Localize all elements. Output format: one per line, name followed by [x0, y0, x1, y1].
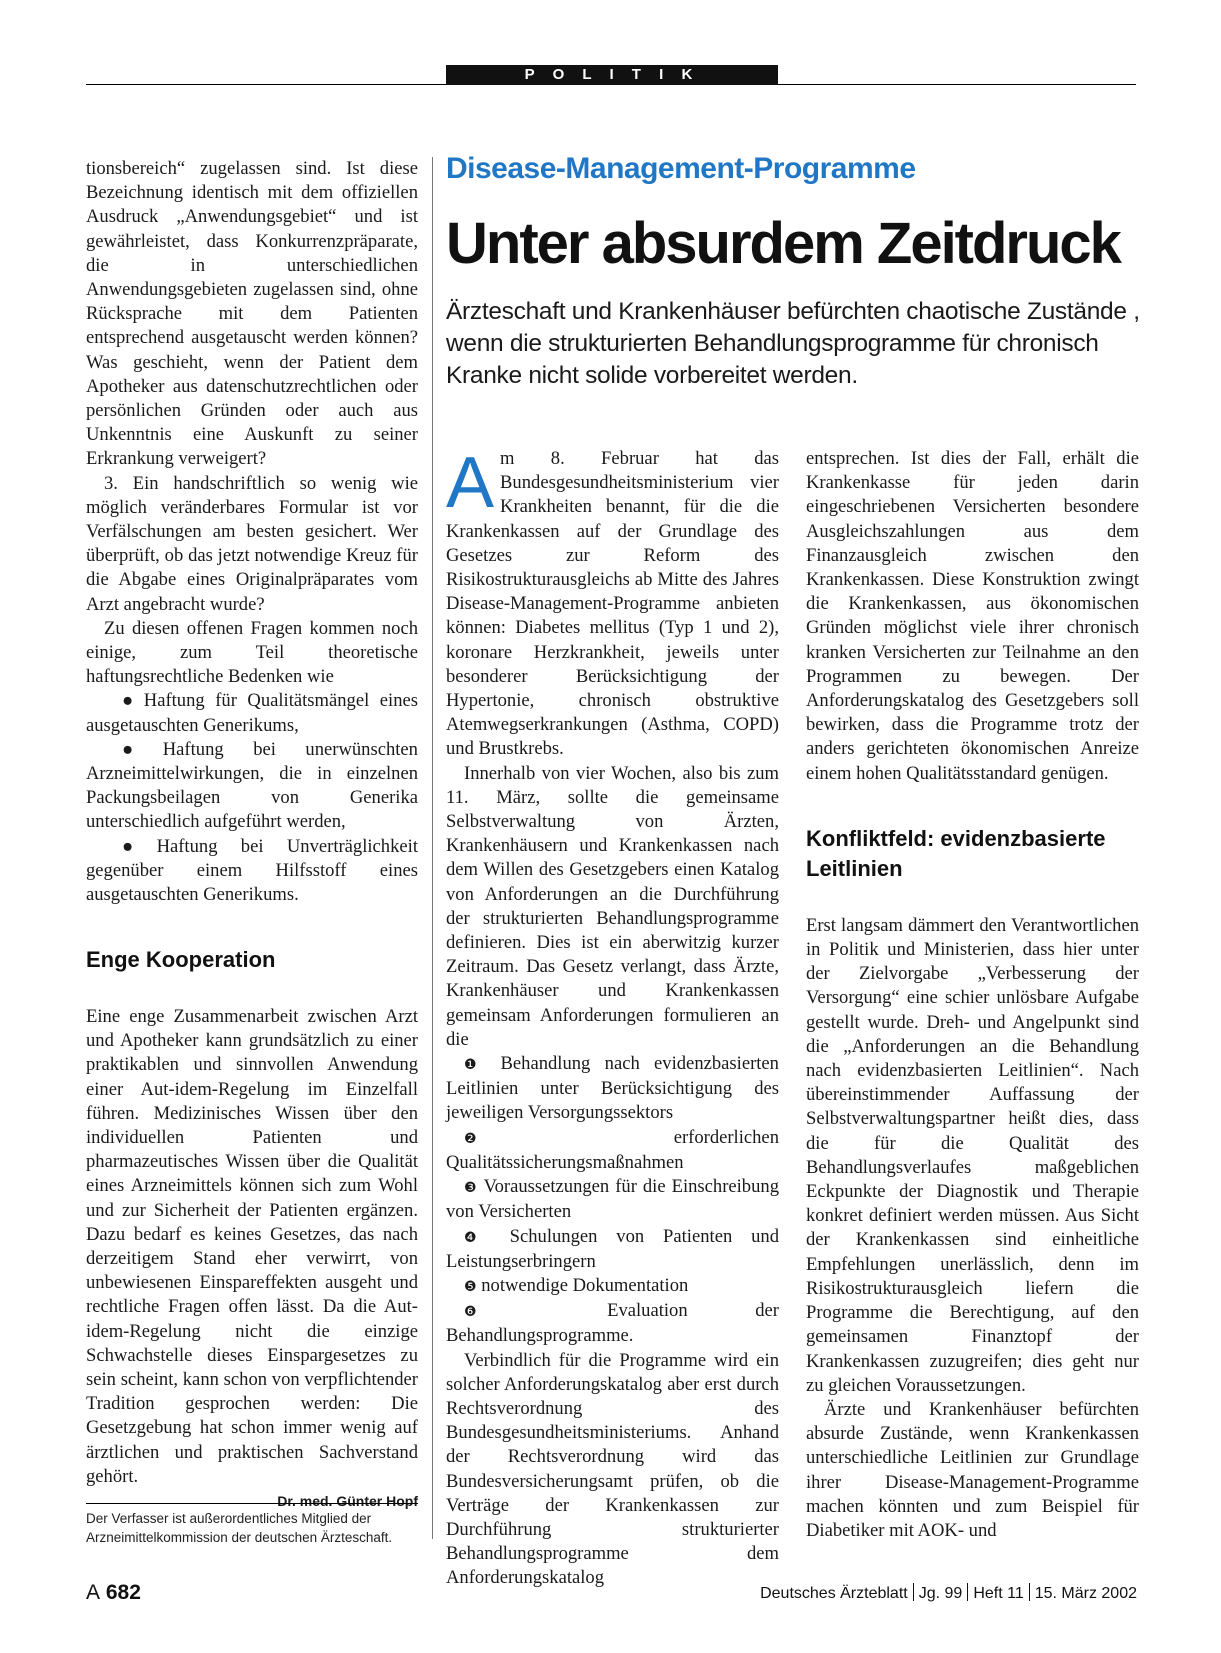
- right-paragraph-1: entsprechen. Ist dies der Fall, erhält die Krankenkasse für jeden darin eingeschriebenen Versicherten besondere Ausgleichszahlungen aus dem Finanzausgleich zwischen den Krankenkassen. Diese Konstruktion zwingt die Krankenkassen, aus ökonomischen Gründen möglichst viele ihrer chronisch kranken Versicherten zur Teilnahme an den Programmen zu bewegen. Der Anforderungskatalog des Gesetzgebers soll bewirken, dass die Programme trotz der anders gerichteten ökonomischen Anreize einem hohen Qualitätsstandard genügen.: [806, 448, 1139, 784]
- bullet-icon: ●: [122, 738, 134, 760]
- section-rubric: P O L I T I K: [446, 65, 778, 85]
- item-number-icon: ❻: [464, 1304, 540, 1321]
- left-paragraph-3: Zu diesen offenen Fragen kommen noch einige, zum Teil theoretische haftungsrechtliche Bedenken wie: [86, 617, 418, 688]
- middle-column: [446, 443, 779, 1591]
- numbered-item: [446, 1126, 779, 1175]
- item-number-icon: ❹: [464, 1229, 491, 1246]
- right-paragraph-3: Ärzte und Krankenhäuser befürchten absurde Zustände, wenn Krankenkassen unterschiedliche Leitlinien zur Grundlage ihrer Disease-Management-Programme machen könnten und zum Beispiel für Diabetiker mit AOK- und: [806, 1398, 1139, 1541]
- bullet-item: [86, 738, 418, 835]
- left-section: [86, 945, 418, 1513]
- page-prefix: A: [86, 1581, 101, 1604]
- left-column: [86, 157, 418, 907]
- subhead-konfliktfeld: Konfliktfeld: evidenzbasierte Leitlinien: [806, 825, 1106, 881]
- middle-paragraph-1-text: m 8. Februar hat das Bundesgesundheitsministerium vier Krankheiten benannt, für die die Krankenkassen auf der Grundlage des Gesetzes zur Reform des Risikostrukturausgleichs ab Mitte des Jahres Disease-Management-Programme anbieten können: Diabetes mellitus (Typ 1 und 2), koronare Herzkrankheit, jeweils unter besonderer Berücksichtigung der Hypertonie, chronisch obstruktive Atemwegserkrankungen (Asthma, COPD) und Brustkrebs.: [446, 448, 779, 760]
- column-divider: [432, 157, 433, 1539]
- author-footnote: Der Verfasser ist außerordentliches Mitglied der Arzneimittelkommission der deutschen Ärzteschaft.: [86, 1511, 393, 1545]
- item-text: Behandlung nach evidenzbasierten Leitlinien unter Berücksichtigung des jeweiligen Versorgungssektors: [446, 1053, 779, 1124]
- bullet-icon: ●: [122, 835, 134, 857]
- page-number-value: 682: [105, 1581, 141, 1604]
- item-text: notwendige Dokumentation: [481, 1274, 689, 1296]
- numbered-list: [446, 1052, 779, 1348]
- left-paragraph-4-text: Eine enge Zusammenarbeit zwischen Arzt und Apotheker kann grundsätzlich zu einer praktikablen und sinnvollen Anwendung einer Aut-idem-Regelung im Einzelfall führen. Medizinisches Wissen über den individuellen Patienten und pharmazeutisches Wissen über die Qualität eines Arzneimittels können sich zum Wohl und zur Sicherheit der Patienten ergänzen. Dazu bedarf es keines Gesetzes, das nach derzeitigem Stand eher verwirrt, von unbewiesenen Einspareffekten ausgeht und rechtliche Fragen offen lässt. Da die Aut-idem-Regelung nicht die einzige Schwachstelle dieses Einspargesetzes zu sein scheint, kann schon von verpflichtender Tradition gesprochen werden: Die Gesetzgebung hat schon immer wenig auf ärztlichen und praktischen Sachverstand gehört.: [86, 1006, 418, 1487]
- bullet-text: Haftung für Qualitätsmängel eines ausgetauschten Generikums,: [86, 690, 418, 736]
- author-name: Dr. med. Günter Hopf: [277, 1493, 418, 1510]
- item-text: erforderlichen Qualitätssicherungsmaßnahmen: [446, 1126, 779, 1173]
- middle-paragraph-2: Innerhalb von vier Wochen, also bis zum 11. März, sollte die gemeinsame Selbstverwaltung von Ärzten, Krankenhäusern und Krankenkassen nach dem Willen des Gesetzgebers einen Katalog von Anforderungen an die Durchführung der strukturierten Behandlungsprogramme definieren. Dies ist ein aberwitzig kurzer Zeitraum. Das Gesetz verlangt, dass Ärzte, Krankenhäuser und Krankenkassen gemeinsam Anforderungen formulieren an die: [446, 762, 779, 1050]
- item-text: Voraussetzungen für die Einschreibung von Versicherten: [446, 1176, 779, 1223]
- item-text: Evaluation der Behandlungsprogramme.: [446, 1300, 779, 1347]
- left-paragraph-4: [86, 1005, 418, 1489]
- bullet-text: Haftung bei unerwünschten Arzneimittelwirkungen, die in einzelnen Packungsbeilagen von Generika unterschiedlich aufgeführt werden,: [86, 738, 418, 833]
- middle-paragraph-3: Verbindlich für die Programme wird ein solcher Anforderungskatalog aber erst durch Rechtsverordnung des Bundesgesundheitsministeriums. Anhand der Rechtsverordnung wird das Bundesversicherungsamt prüfen, ob die Verträge der Krankenkassen zur Durchführung strukturierter Behandlungsprogramme dem Anforderungskatalog: [446, 1349, 779, 1589]
- item-number-icon: ❺: [464, 1278, 477, 1295]
- journal-info: [760, 1583, 1137, 1605]
- journal-date: 15. März 2002: [1034, 1585, 1137, 1602]
- bullet-text: Haftung bei Unverträglichkeit gegenüber einem Hilfsstoff eines ausgetauschten Generikums.: [86, 835, 418, 906]
- numbered-item: [446, 1052, 779, 1126]
- left-paragraph-1: tionsbereich“ zugelassen sind. Ist diese Bezeichnung identisch mit dem offiziellen Ausdruck „Anwendungsgebiet“ und ist gewährleistet, dass Konkurrenzpräparate, die in unterschiedlichen Anwendungsgebieten zugelassen sind, ohne Rücksprache mit dem Patienten entsprechend ausgetauscht werden können? Was geschieht, wenn der Patient dem Apotheker aus datenschutzrechtlichen oder persönlichen Gründen oder auch aus Unkenntnis eine Auskunft zu seiner Erkrankung verweigert?: [86, 158, 418, 470]
- numbered-item: [446, 1299, 779, 1348]
- bullet-item: [86, 835, 418, 908]
- article-kicker: Disease-Management-Programme: [446, 152, 916, 185]
- journal-volume: Jg. 99: [918, 1585, 963, 1602]
- bullet-item: [86, 689, 418, 737]
- item-number-icon: ❷: [464, 1130, 573, 1147]
- item-text: Schulungen von Patienten und Leistungserbringern: [446, 1225, 779, 1272]
- right-paragraph-2: Erst langsam dämmert den Verantwortlichen in Politik und Ministerien, dass hier unter der Zielvorgabe „Verbesserung der Versorgung“ eine schier unlösbare Aufgabe gestellt wurde. Dreh- und Angelpunkt sind die „Anforderungen an die Behandlung nach evidenzbasierten Leitlinien“. Nach übereinstimmender Auffassung der Selbstverwaltungspartner heißt dies, dass die für die Qualität des Behandlungsverlaufes maßgeblichen Eckpunkte der Diagnostik und Therapie konkret definiert werden müssen. Aus Sicht der Krankenkassen sind einheitliche Empfehlungen unerlässlich, denn im Risikostrukturausgleich liefern die Programme die Berechtigung, auf den gemeinsamen Finanztopf der Krankenkassen zuzugreifen; dies geht nur zu gleichen Voraussetzungen.: [806, 914, 1139, 1396]
- subhead-enge-kooperation: Enge Kooperation: [86, 947, 276, 972]
- bullet-icon: ●: [122, 690, 134, 712]
- journal-issue: Heft 11: [973, 1585, 1024, 1602]
- numbered-item: [446, 1225, 779, 1274]
- item-number-icon: ❸: [464, 1180, 478, 1197]
- left-paragraph-2: 3. Ein handschriftlich so wenig wie möglich veränderbares Formular ist vor Verfälschungen am besten gesichert. Wer überprüft, ob das jetzt notwendige Kreuz für die Abgabe eines Originalpräparates vom Arzt angebracht wurde?: [86, 472, 418, 615]
- numbered-item: [446, 1175, 779, 1224]
- page-number: [86, 1580, 141, 1606]
- item-number-icon: ❶: [464, 1057, 487, 1074]
- drop-cap: A: [446, 443, 495, 523]
- numbered-item: [446, 1274, 779, 1299]
- middle-paragraph-1: [446, 443, 779, 762]
- article-headline: Unter absurdem Zeitdruck: [446, 211, 1120, 276]
- footnote-rule: [86, 1503, 418, 1504]
- left-section-body: [86, 1005, 418, 1513]
- right-column: [806, 447, 1139, 1543]
- journal-name: Deutsches Ärzteblatt: [760, 1585, 908, 1602]
- article-deck: Ärzteschaft und Krankenhäuser befürchten chaotische Zustände , wenn die strukturierten Behandlungsprogramme für chronisch Kranke nicht solide vorbereitet werden.: [446, 298, 1140, 389]
